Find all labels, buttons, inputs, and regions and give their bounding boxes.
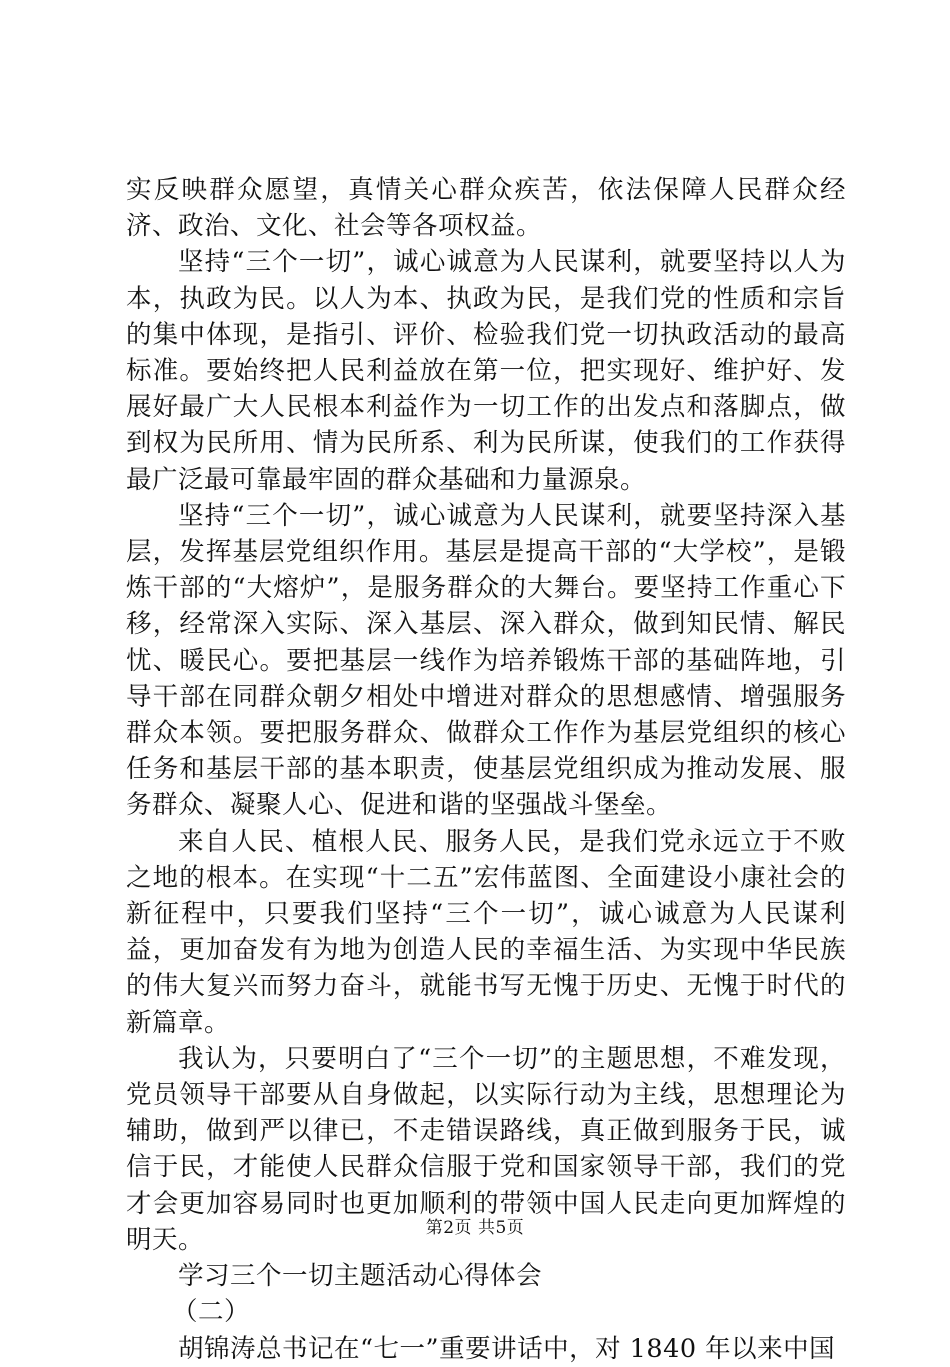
section-subtitle: （二） [172,1297,251,1328]
paragraph-from-the-people: 来自人民、植根人民、服务人民，是我们党永远立于不败之地的根本。在实现“十二五”宏伟蓝图、全面建设小康社会的新征程中，只要我们坚持“三个一切”，诚心诚意为人民谋利益，更加奋发有为地为创造人民的幸福生活、为实现中华民族的伟大复兴而努力奋斗，就能书写无愧于历史、无愧于时代的新篇章。 [126,826,846,1038]
paragraph-continuation: 实反映群众愿望，真情关心群众疾苦，依法保障人民群众经济、政治、文化、社会等各项权益。 [126,175,846,242]
paragraph-speech-intro: 胡锦涛总书记在“七一”重要讲话中，对 1840 年以来中国 [178,1333,836,1364]
paragraph-people-oriented: 坚持“三个一切”，诚心诚意为人民谋利，就要坚持以人为本，执政为民。以人为本、执政为民，是我们党的性质和宗旨的集中体现，是指引、评价、检验我们党一切执政活动的最高标准。要始终把人民利益放在第一位，把实现好、维护好、发展好最广大人民根本利益作为一切工作的出发点和落脚点，做到权为民所用、情为民所系、利为民所谋，使我们的工作获得最广泛最可靠最牢固的群众基础和力量源泉。 [126,247,846,495]
paragraph-conclusion: 我认为，只要明白了“三个一切”的主题思想，不难发现，党员领导干部要从自身做起，以实际行动为主线，思想理论为辅助，做到严以律已，不走错误路线，真正做到服务于民，诚信于民，才能使人民群众信服于党和国家领导干部，我们的党才会更加容易同时也更加顺利的带领中国人民走向更加辉煌的明天。 [126,1043,846,1255]
paragraph-grassroots: 坚持“三个一切”，诚心诚意为人民谋利，就要坚持深入基层，发挥基层党组织作用。基层是提高干部的“大学校”，是锻炼干部的“大熔炉”，是服务群众的大舞台。要坚持工作重心下移，经常深入实际、深入基层、深入群众，做到知民情、解民忧、暖民心。要把基层一线作为培养锻炼干部的基础阵地，引导干部在同群众朝夕相处中增进对群众的思想感情、增强服务群众本领。要把服务群众、做群众工作作为基层党组织的核心任务和基层干部的基本职责，使基层党组织成为推动发展、服务群众、凝聚人心、促进和谐的坚强战斗堡垒。 [126,500,846,821]
page-indicator: 第2页 共5页 [425,1218,525,1238]
document-body [126,172,846,1367]
section-title: 学习三个一切主题活动心得体会 [178,1261,543,1292]
